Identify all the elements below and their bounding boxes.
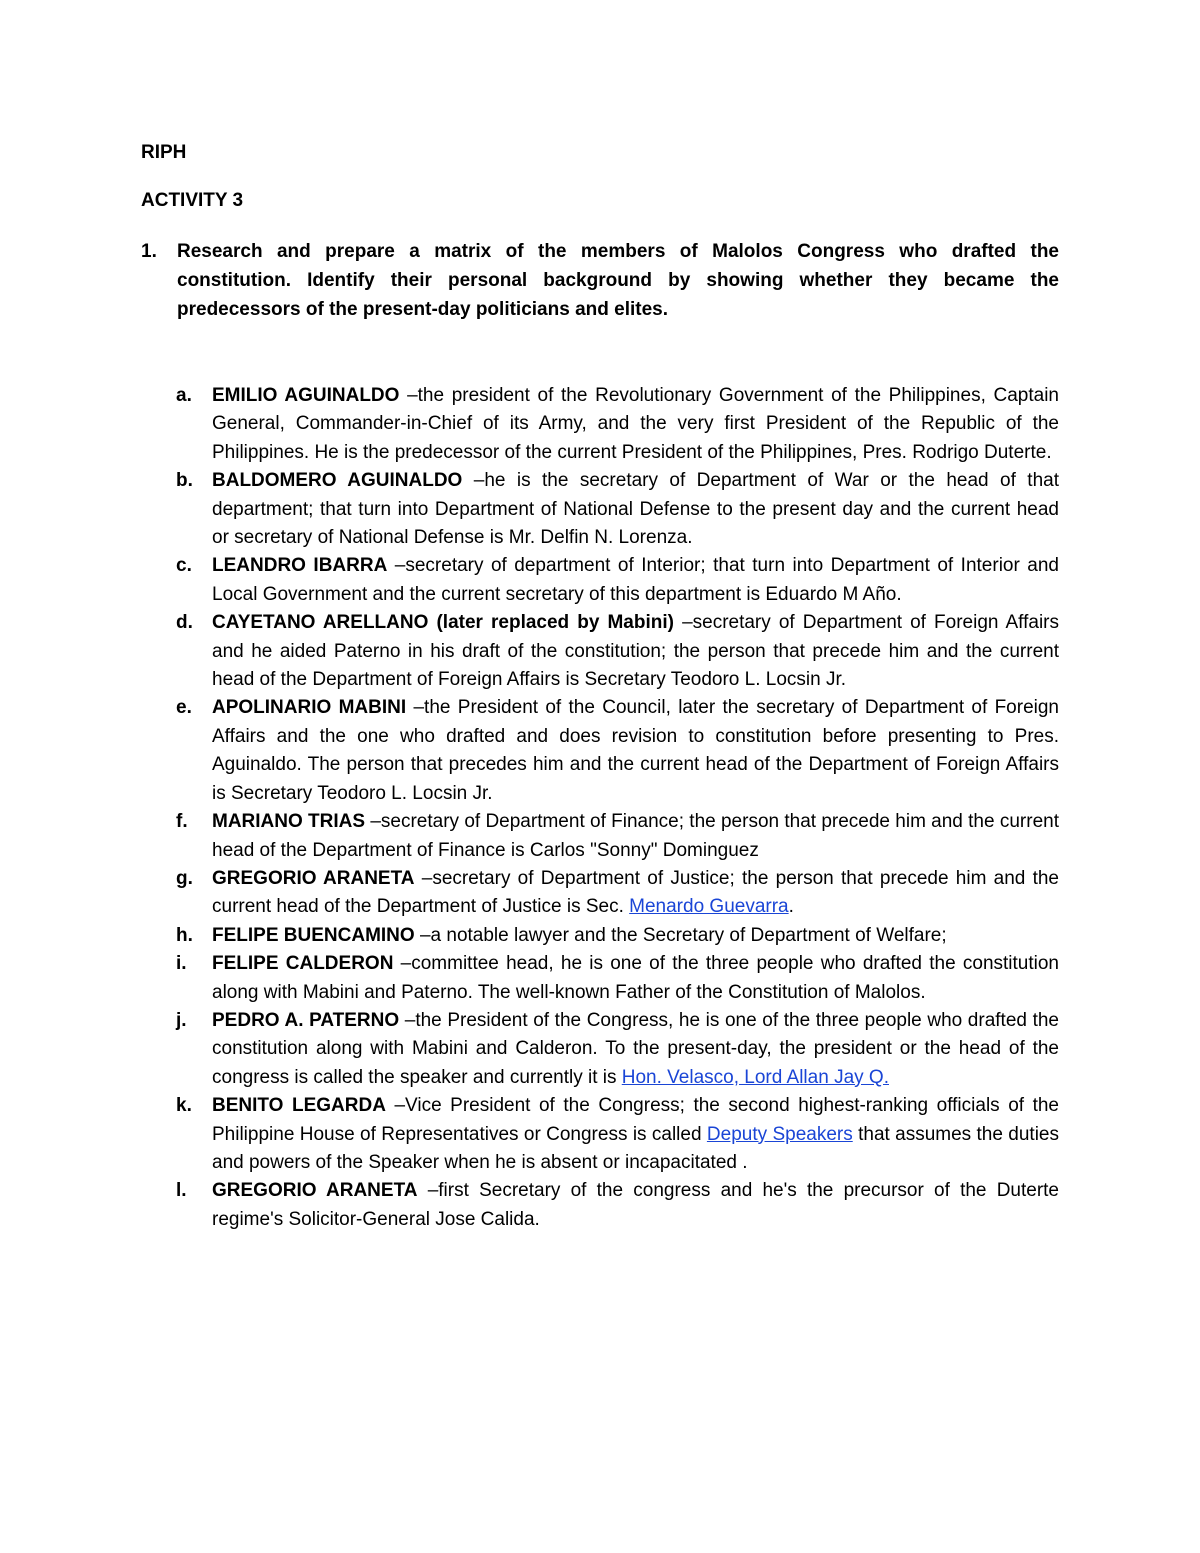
velasco-link[interactable]: Hon. Velasco, Lord Allan Jay Q.	[621, 1066, 889, 1088]
list-item-letter: b.	[176, 470, 193, 492]
member-name: PEDRO A. PATERNO	[212, 1009, 400, 1031]
list-item-letter: g.	[176, 867, 193, 889]
list-item	[176, 1177, 1059, 1234]
list-item	[176, 467, 1059, 552]
question-number: 1.	[141, 241, 157, 262]
member-description: –secretary of Department of Foreign Affairs and he aided Paterno in his draft of the constitution; the person that precede him and the current head of the Department of Foreign Affairs is Secretary Teodoro L. Locsin Jr.	[212, 612, 1059, 691]
list-item	[176, 808, 1059, 865]
member-list	[176, 382, 1059, 1234]
activity-heading: ACTIVITY 3	[141, 190, 244, 211]
list-item	[176, 552, 1059, 609]
list-item-letter: j.	[176, 1009, 187, 1031]
list-item-letter: k.	[176, 1095, 192, 1117]
question-item	[141, 237, 1059, 324]
menardo-guevarra-link[interactable]: Menardo Guevarra	[629, 896, 789, 918]
member-name: FELIPE BUENCAMINO	[212, 924, 415, 946]
list-item	[176, 694, 1059, 808]
list-item	[176, 922, 1059, 950]
member-description: –secretary of Department of Finance; the person that precede him and the current head of the Department of Finance is Carlos "Sonny" Dominguez	[212, 811, 1059, 861]
member-description: –a notable lawyer and the Secretary of Department of Welfare;	[414, 924, 947, 946]
member-description: –the President of the Council, later the secretary of Department of Foreign Affairs and the one who drafted and does revision to constitution before presenting to Pres. Aguinaldo. The person that precedes him and the current head of the Department of Foreign Affairs is Secretary Teodoro L. Locsin Jr.	[212, 697, 1060, 804]
member-name: CAYETANO ARELLANO (later replaced by Mabini)	[212, 612, 674, 634]
member-description: –secretary of department of Interior; that turn into Department of Interior and Local Government and the current secretary of this department is Eduardo M Año.	[212, 555, 1059, 605]
member-description: –committee head, he is one of the three people who drafted the constitution along with Mabini and Paterno. The well-known Father of the Constitution of Malolos.	[212, 953, 1059, 1003]
list-item-letter: l.	[176, 1180, 187, 1202]
list-item	[176, 865, 1059, 922]
member-name: APOLINARIO MABINI	[212, 697, 407, 719]
member-name: LEANDRO IBARRA	[212, 555, 388, 577]
list-item	[176, 950, 1059, 1007]
member-name: EMILIO AGUINALDO	[212, 385, 400, 406]
list-item	[176, 609, 1059, 694]
list-item-letter: d.	[176, 612, 193, 634]
list-item-letter: a.	[176, 385, 192, 406]
member-name: FELIPE CALDERON	[212, 953, 394, 975]
list-item-letter: f.	[176, 811, 188, 833]
list-item-letter: i.	[176, 953, 187, 975]
member-description: –Vice President of the Congress; the second highest-ranking officials of the Philippine House of Representatives or Congress is called	[212, 1095, 1059, 1145]
member-description-end: .	[788, 896, 794, 918]
member-name: GREGORIO ARANETA	[212, 867, 415, 889]
list-item-letter: e.	[176, 697, 192, 719]
question-text: Research and prepare a matrix of the members of Malolos Congress who drafted the constitution. Identify their personal background by showing whether they became the predecessors of the present-day politicians and elites.	[177, 241, 1059, 320]
member-name: BALDOMERO AGUINALDO	[212, 470, 463, 492]
deputy-speakers-link[interactable]: Deputy Speakers	[706, 1123, 853, 1145]
member-description: –secretary of Department of Justice; the person that precede him and the current head of the Department of Justice is Sec.	[212, 867, 1059, 918]
member-description: –first Secretary of the congress and he's the precursor of the Duterte regime's Solicitor-General Jose Calida.	[212, 1180, 1060, 1230]
member-name: MARIANO TRIAS	[212, 811, 366, 833]
list-item	[176, 1092, 1059, 1177]
member-description: –the President of the Congress, he is one of the three people who drafted the constitution along with Mabini and Calderon. To the present-day, the president or the head of the congress is called the speaker and currently it is	[212, 1009, 1059, 1088]
list-item-letter: c.	[176, 555, 192, 577]
member-description: –the president of the Revolutionary Government of the Philippines, Captain General, Commander-in-Chief of its Army, and the very first President of the Republic of the Philippines. He is the predecessor of the current President of the Philippines, Pres. Rodrigo Duterte.	[212, 385, 1059, 463]
list-item	[176, 1007, 1059, 1092]
list-item-letter: h.	[176, 924, 193, 946]
list-item	[176, 382, 1059, 467]
member-name: GREGORIO ARANETA	[212, 1180, 418, 1202]
member-description: –he is the secretary of Department of War or the head of that department; that turn into Department of National Defense to the present day and the current head or secretary of National Defense is Mr. Delfin N. Lorenza.	[212, 470, 1059, 549]
document-title: RIPH	[141, 142, 187, 163]
member-name: BENITO LEGARDA	[212, 1095, 386, 1117]
member-description-end: that assumes the duties and powers of the Speaker when he is absent or incapacitated .	[212, 1123, 1059, 1173]
